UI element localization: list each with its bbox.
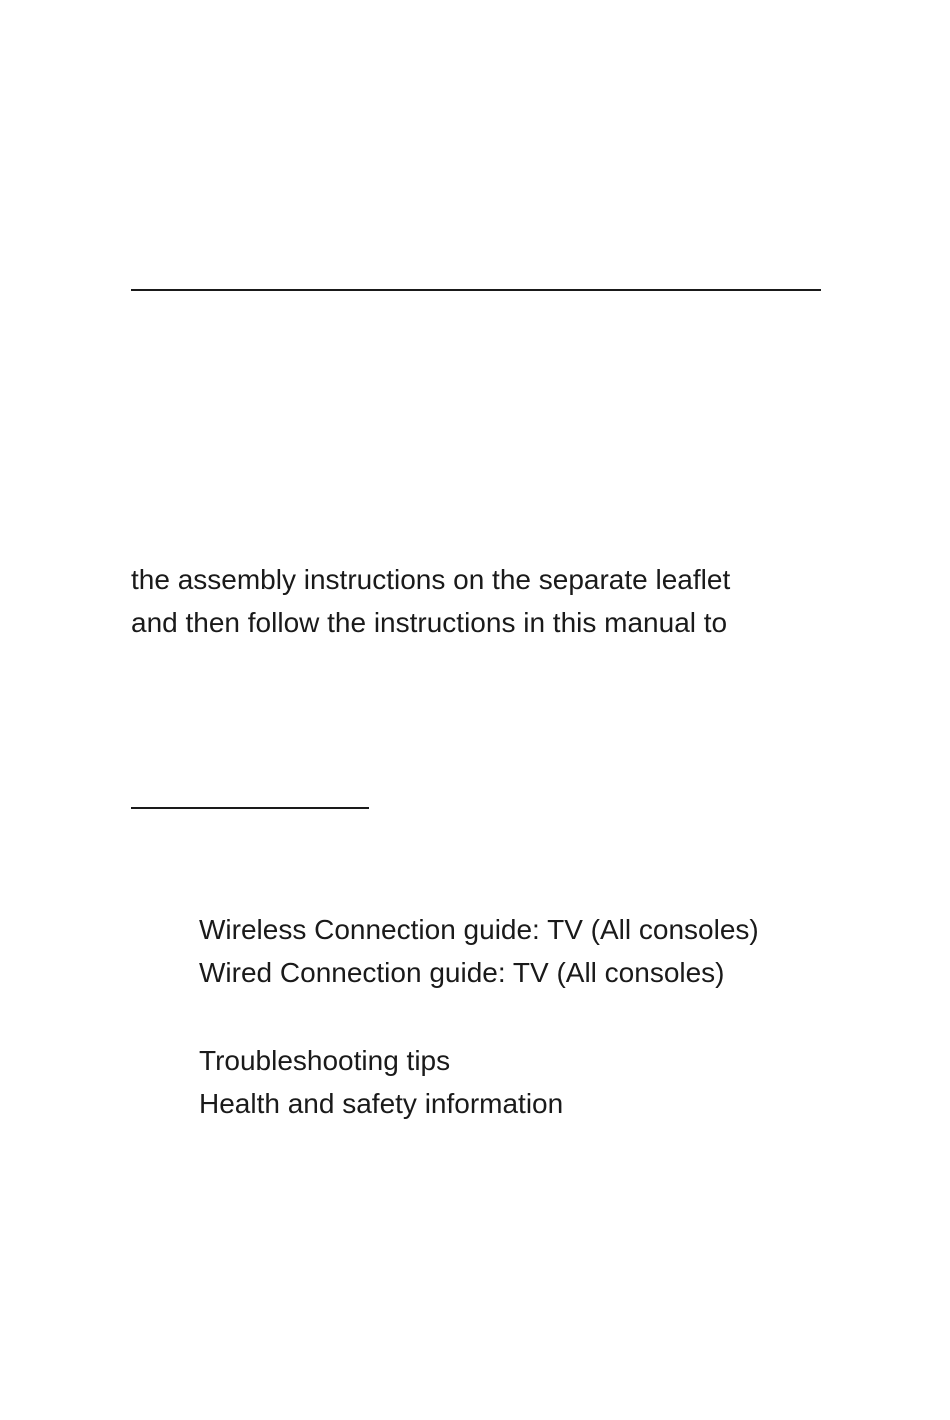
contents-item-wireless-guide: Wireless Connection guide: TV (All consoles)	[199, 914, 759, 945]
intro-line: and then follow the instructions in this manual to	[131, 607, 728, 638]
contents-item-wired-guide: Wired Connection guide: TV (All consoles)	[199, 957, 725, 988]
contents-item-troubleshooting: Troubleshooting tips	[199, 1045, 451, 1076]
contents-list	[199, 908, 899, 1125]
intro-line: the assembly instructions on the separate leaflet	[131, 564, 731, 595]
section-divider	[131, 807, 369, 809]
intro-paragraph	[131, 558, 851, 644]
contents-spacer	[199, 994, 899, 1039]
top-divider	[131, 289, 821, 291]
contents-item-health-safety: Health and safety information	[199, 1088, 564, 1119]
